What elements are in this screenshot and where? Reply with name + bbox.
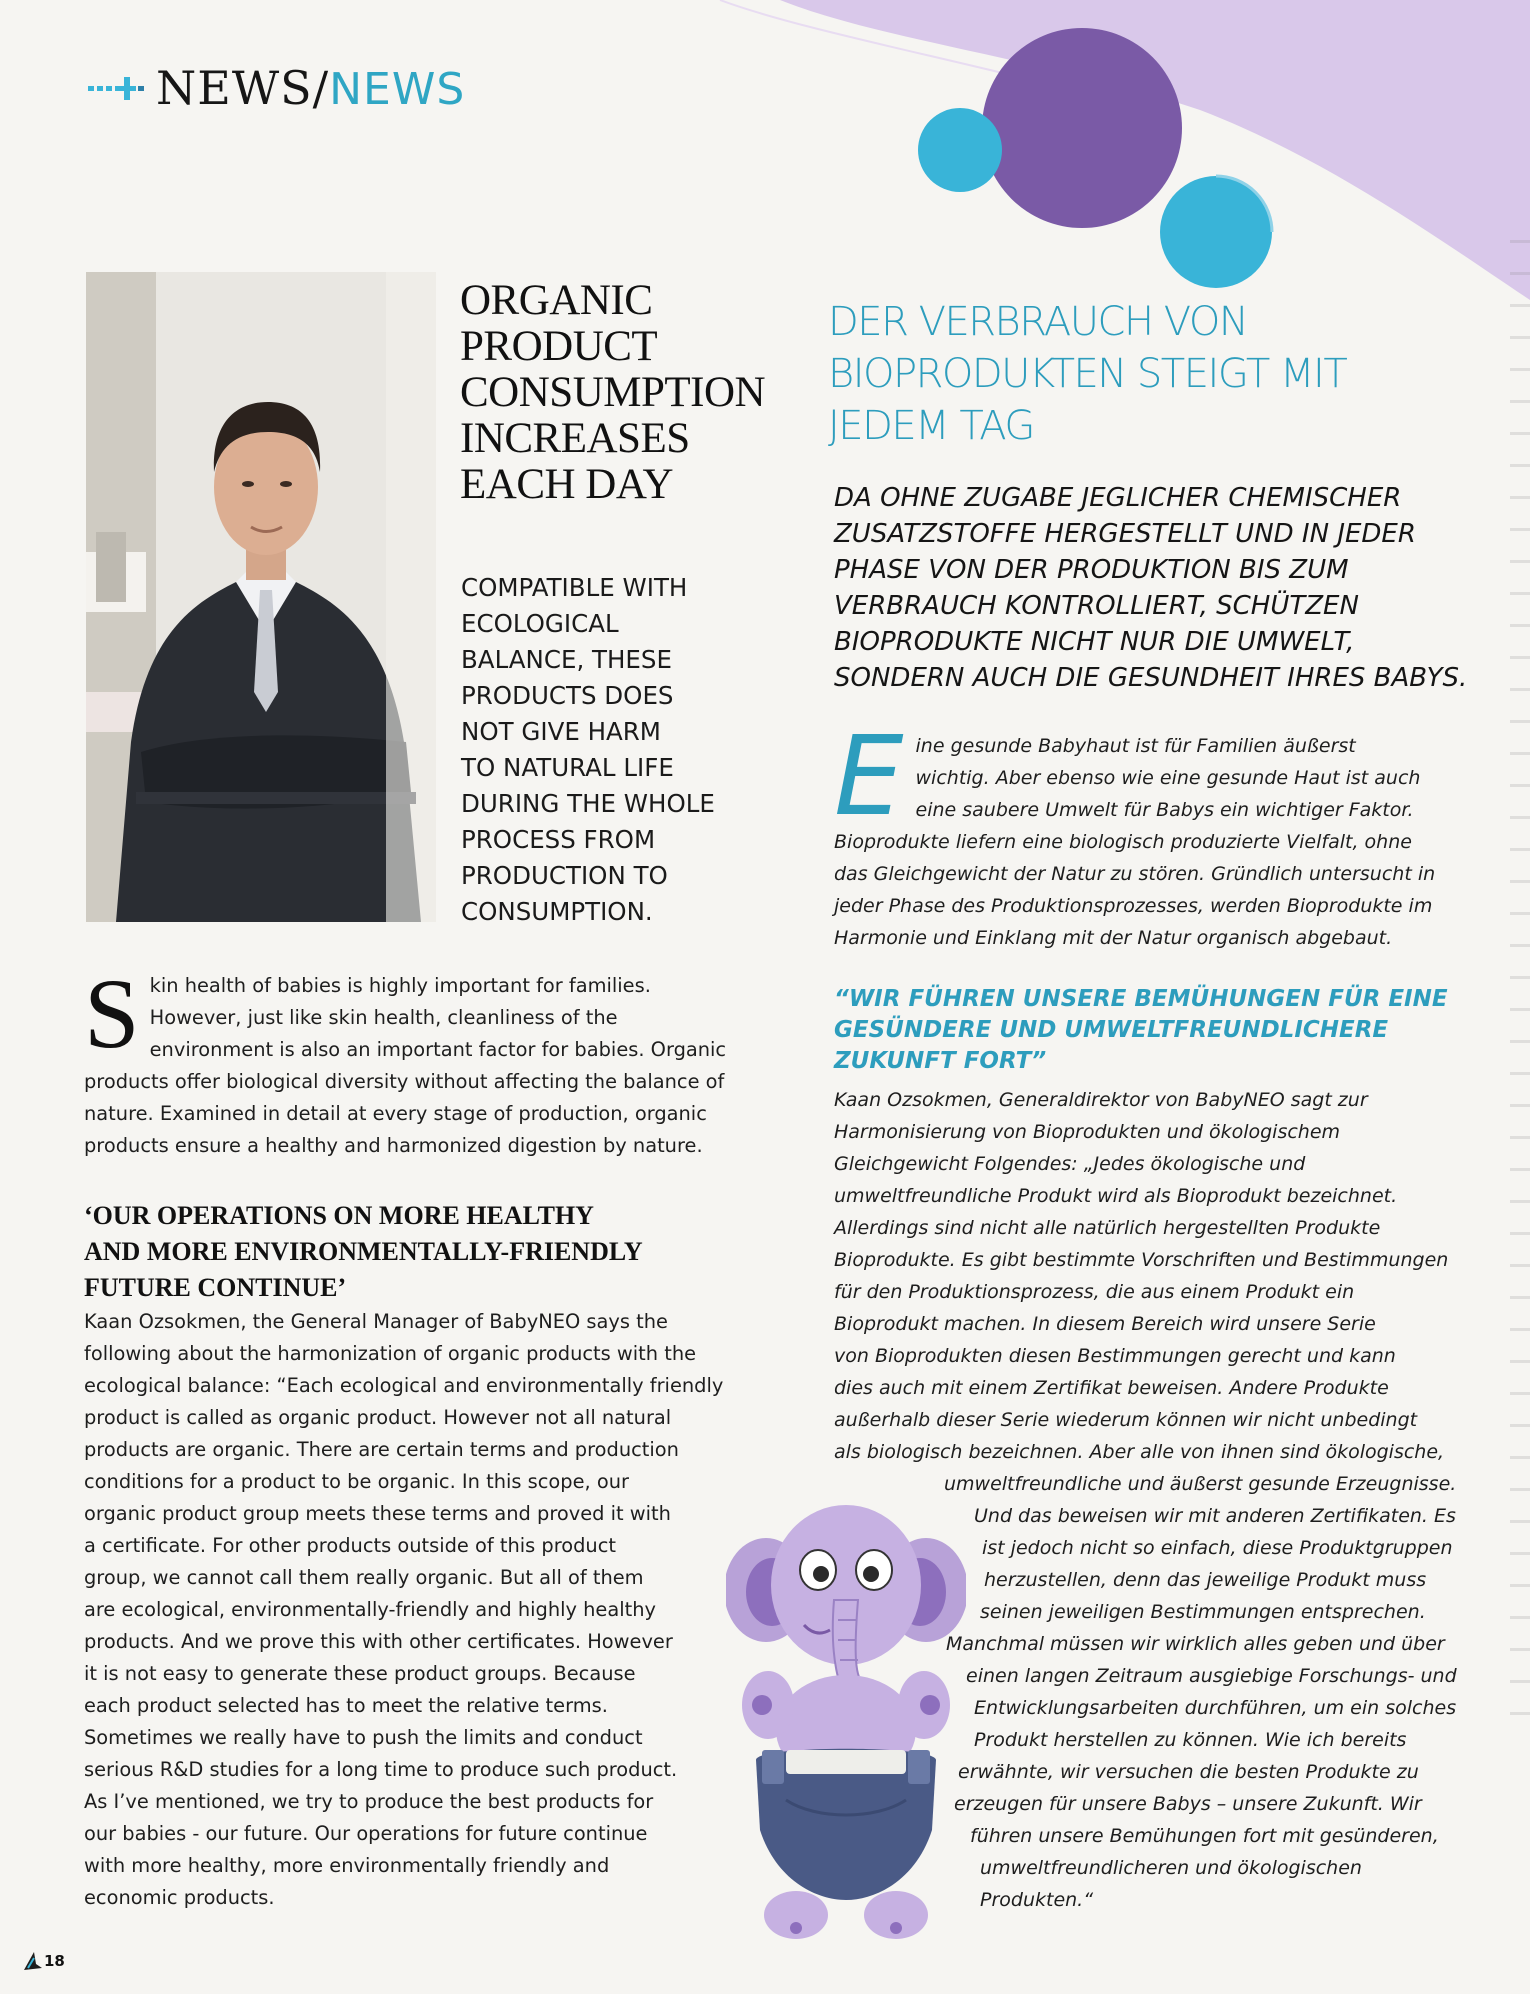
german-body-line: Allerdings sind nicht alle natürlich hergestellten Produkte <box>834 1217 1381 1239</box>
german-body-line: Harmonisierung von Bioprodukten und ökologischem <box>834 1121 1341 1143</box>
english-headline-line: PRODUCT <box>460 323 658 370</box>
english-deck-line: COMPATIBLE WITH <box>461 573 688 602</box>
english-headline-line: CONSUMPTION <box>460 369 766 416</box>
section-title-accent: NEWS <box>329 64 466 115</box>
german-body-line: erwähnte, wir versuchen die besten Produkte zu <box>958 1761 1419 1783</box>
purple-circle <box>982 28 1182 228</box>
english-intro-line: products ensure a healthy and harmonized digestion by nature. <box>84 1134 703 1157</box>
german-body-line: Manchmal müssen wir wirklich alles geben und über <box>946 1633 1445 1655</box>
german-intro-line: Harmonie und Einklang mit der Natur organisch abgebaut. <box>834 927 1393 949</box>
english-body-line: are ecological, environmentally-friendly and highly healthy <box>84 1598 657 1621</box>
section-title: NEWS/NEWS <box>156 61 466 115</box>
english-body-line: our babies - our future. Our operations for future continue <box>84 1822 648 1845</box>
english-body-line: serious R&D studies for a long time to produce such product. <box>84 1758 678 1781</box>
german-intro <box>834 712 1502 954</box>
english-intro-line: nature. Examined in detail at every stage of production, organic <box>84 1102 707 1125</box>
english-body-line: with more healthy, more environmentally friendly and <box>84 1854 610 1877</box>
english-body-line: following about the harmonization of organic products with the <box>84 1342 697 1365</box>
german-body-line: Produkt herstellen zu können. Wie ich bereits <box>974 1729 1407 1751</box>
german-body-line: Entwicklungsarbeiten durchführen, um ein solches <box>974 1697 1457 1719</box>
german-deck-line: SONDERN AUCH DIE GESUNDHEIT IHRES BABYS. <box>834 663 1468 693</box>
english-deck-line: BALANCE, THESE <box>461 645 672 674</box>
german-body-line: für den Produktionsprozess, die aus einem Produkt ein <box>834 1281 1355 1303</box>
german-deck-line: BIOPRODUKTE NICHT NUR DIE UMWELT, <box>834 627 1355 657</box>
german-subheading-line: ZUKUNFT FORT” <box>834 1048 1047 1074</box>
english-body-line: products are organic. There are certain terms and production <box>84 1438 679 1461</box>
german-body-line: dies auch mit einem Zertifikat beweisen. Andere Produkte <box>834 1377 1389 1399</box>
german-body-line: Gleichgewicht Folgendes: „Jedes ökologische und <box>834 1153 1306 1175</box>
german-body-line: seinen jeweiligen Bestimmungen entsprechen. <box>980 1601 1426 1623</box>
businessman-portrait <box>86 272 436 922</box>
english-body-line: conditions for a product to be organic. In this scope, our <box>84 1470 629 1493</box>
english-dropcap: S <box>84 958 140 1069</box>
german-headline <box>828 296 1468 452</box>
english-body-line: a certificate. For other products outside of this product <box>84 1534 616 1557</box>
english-subheading <box>84 1198 784 1306</box>
plus-dots-icon <box>88 73 146 103</box>
german-body-line: erzeugen für unsere Babys – unsere Zukunft. Wir <box>954 1793 1422 1815</box>
english-deck-line: PROCESS FROM <box>461 825 656 854</box>
german-deck-line: DA OHNE ZUGABE JEGLICHER CHEMISCHER <box>834 483 1402 513</box>
german-body-line: von Bioprodukten diesen Bestimmungen gerecht und kann <box>834 1345 1396 1367</box>
german-subheading-line: GESÜNDERE UND UMWELTFREUNDLICHERE <box>834 1017 1389 1043</box>
english-intro-line: environment is also an important factor for babies. Organic <box>149 1038 727 1061</box>
german-intro-line: das Gleichgewicht der Natur zu stören. Gründlich untersucht in <box>834 863 1436 885</box>
german-dropcap: E <box>834 712 904 840</box>
english-headline-line: ORGANIC <box>460 277 653 324</box>
german-body-line: umweltfreundliche Produkt wird als Bioprodukt bezeichnet. <box>834 1185 1398 1207</box>
english-intro-line: products offer biological diversity without affecting the balance of <box>84 1070 725 1093</box>
english-body-line: Kaan Ozsokmen, the General Manager of BabyNEO says the <box>84 1310 668 1333</box>
english-intro <box>84 958 774 1162</box>
german-body-line: umweltfreundliche und äußerst gesunde Erzeugnisse. <box>944 1473 1457 1495</box>
german-intro-line: Bioprodukte liefern eine biologisch produzierte Vielfalt, ohne <box>834 831 1412 853</box>
english-headline-line: INCREASES <box>460 415 690 462</box>
page-number-text: 18 <box>44 1952 65 1970</box>
english-body-line: each product selected has to meet the relative terms. <box>84 1694 608 1717</box>
german-body-line: Bioprodukt machen. In diesem Bereich wird unsere Serie <box>834 1313 1376 1335</box>
english-deck <box>461 570 791 930</box>
english-deck-line: DURING THE WHOLE <box>461 789 715 818</box>
german-subheading <box>834 984 1514 1077</box>
english-body-line: ecological balance: “Each ecological and environmentally friendly <box>84 1374 724 1397</box>
english-body <box>84 1306 774 1914</box>
german-headline-line: DER VERBRAUCH VON <box>828 299 1248 345</box>
german-body-line: herzustellen, denn das jeweilige Produkt muss <box>984 1569 1427 1591</box>
german-intro-line: eine saubere Umwelt für Babys ein wichtiger Faktor. <box>915 799 1414 821</box>
german-deck-line: ZUSATZSTOFFE HERGESTELLT UND IN JEDER <box>834 519 1416 549</box>
german-body-line: Produkten.“ <box>980 1889 1094 1911</box>
cyan-circle-small <box>918 108 1002 192</box>
english-body-line: As I’ve mentioned, we try to produce the best products for <box>84 1790 654 1813</box>
english-deck-line: TO NATURAL LIFE <box>461 753 674 782</box>
german-intro-line: wichtig. Aber ebenso wie eine gesunde Haut ist auch <box>915 767 1421 789</box>
german-deck-line: PHASE VON DER PRODUKTION BIS ZUM <box>834 555 1349 585</box>
english-deck-line: PRODUCTION TO <box>461 861 668 890</box>
german-intro-line: jeder Phase des Produktionsprozesses, werden Bioprodukte im <box>834 895 1433 917</box>
german-body-line: Bioprodukte. Es gibt bestimmte Vorschriften und Bestimmungen <box>834 1249 1449 1271</box>
german-body-line: führen unsere Bemühungen fort mit gesünderen, <box>970 1825 1439 1847</box>
page-number <box>22 1950 65 1972</box>
german-body-line: Kaan Ozsokmen, Generaldirektor von BabyNEO sagt zur <box>834 1089 1368 1111</box>
english-headline <box>460 278 800 508</box>
german-intro-line: ine gesunde Babyhaut ist für Familien äußerst <box>915 735 1356 757</box>
english-body-line: economic products. <box>84 1886 275 1909</box>
english-headline-line: EACH DAY <box>460 461 674 508</box>
elephant-mascot-illustration <box>726 1500 966 1950</box>
section-header <box>88 58 465 118</box>
german-body-line: ist jedoch nicht so einfach, diese Produktgruppen <box>982 1537 1453 1559</box>
german-body-line: Und das beweisen wir mit anderen Zertifikaten. Es <box>974 1505 1456 1527</box>
english-intro-line: However, just like skin health, cleanliness of the <box>149 1006 618 1029</box>
english-subheading-line: AND MORE ENVIRONMENTALLY-FRIENDLY <box>84 1237 643 1266</box>
german-deck-line: VERBRAUCH KONTROLLIERT, SCHÜTZEN <box>834 591 1359 621</box>
english-body-line: it is not easy to generate these product groups. Because <box>84 1662 636 1685</box>
german-body-line: umweltfreundlicheren und ökologischen <box>980 1857 1362 1879</box>
german-subheading-line: “WIR FÜHREN UNSERE BEMÜHUNGEN FÜR EINE <box>834 986 1448 1012</box>
portrait-photo <box>86 272 436 922</box>
german-headline-line: BIOPRODUKTEN STEIGT MIT <box>828 351 1347 397</box>
english-body-line: products. And we prove this with other certificates. However <box>84 1630 673 1653</box>
english-subheading-line: ‘OUR OPERATIONS ON MORE HEALTHY <box>84 1201 594 1230</box>
german-headline-line: JEDEM TAG <box>828 403 1034 449</box>
english-intro-line: kin health of babies is highly important for families. <box>149 974 651 997</box>
german-body-line: außerhalb dieser Serie wiederum können wir nicht unbedingt <box>834 1409 1418 1431</box>
english-deck-line: ECOLOGICAL <box>461 609 619 638</box>
arrow-logo-icon <box>22 1950 42 1972</box>
english-subheading-line: FUTURE CONTINUE’ <box>84 1273 347 1302</box>
english-body-line: organic product group meets these terms and proved it with <box>84 1502 671 1525</box>
english-deck-line: NOT GIVE HARM <box>461 717 661 746</box>
german-body-line: als biologisch bezeichnen. Aber alle von ihnen sind ökologische, <box>834 1441 1445 1463</box>
german-body-line: einen langen Zeitraum ausgiebige Forschungs- und <box>966 1665 1457 1687</box>
german-deck <box>834 480 1514 696</box>
english-body-line: Sometimes we really have to push the limits and conduct <box>84 1726 643 1749</box>
english-body-line: product is called as organic product. However not all natural <box>84 1406 672 1429</box>
english-deck-line: CONSUMPTION. <box>461 897 653 926</box>
english-deck-line: PRODUCTS DOES <box>461 681 674 710</box>
english-body-line: group, we cannot call them really organic. But all of them <box>84 1566 644 1589</box>
